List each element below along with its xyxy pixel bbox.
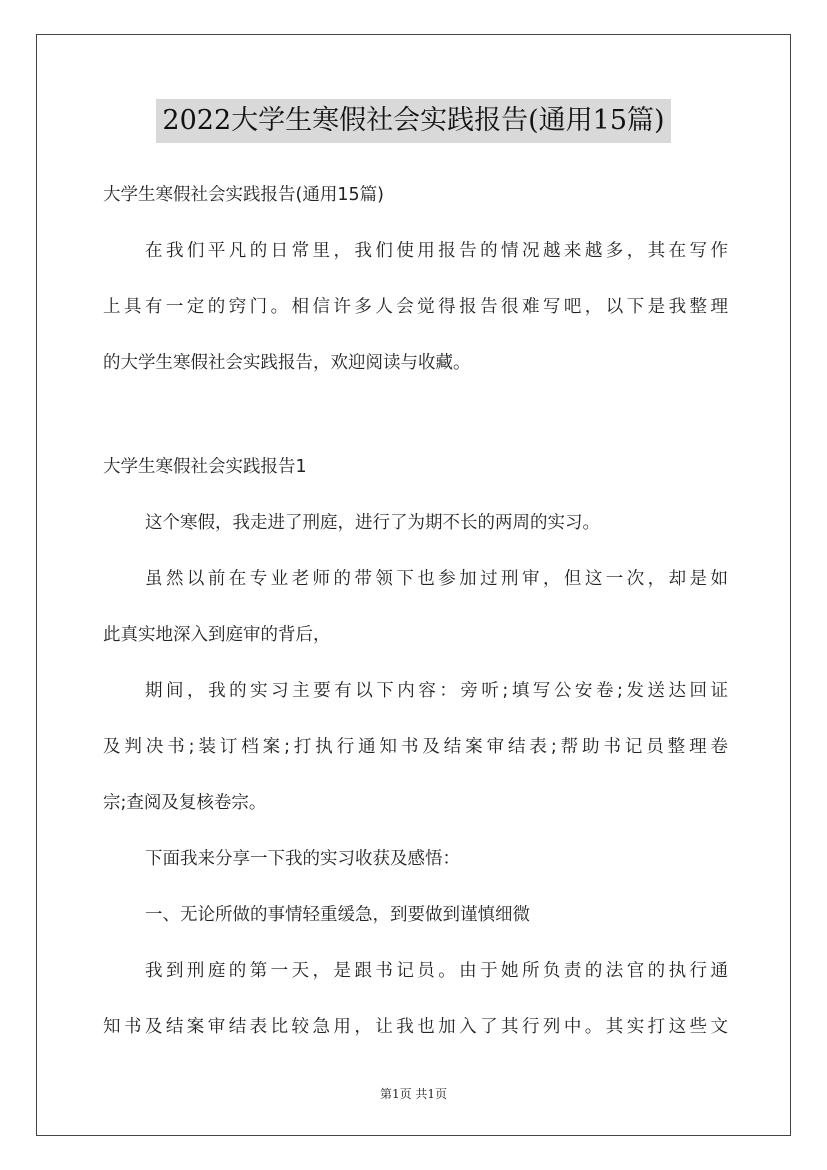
paragraph-line: 此真实地深入到庭审的背后， bbox=[103, 625, 331, 645]
paragraph-line: 一、无论所做的事情轻重缓急，到要做到谨慎细微 bbox=[145, 905, 530, 925]
intro-line: 在我们平凡的日常里，我们使用报告的情况越来越多，其在写作 bbox=[145, 241, 728, 261]
intro-line: 上具有一定的窍门。相信许多人会觉得报告很难写吧，以下是我整理 bbox=[103, 297, 728, 317]
title-container bbox=[37, 99, 790, 143]
document-title: 2022大学生寒假社会实践报告(通用15篇) bbox=[156, 99, 670, 143]
paragraph-line: 我到刑庭的第一天，是跟书记员。由于她所负责的法官的执行通 bbox=[145, 961, 728, 981]
paragraph-line: 宗;查阅及复核卷宗。 bbox=[103, 793, 267, 813]
paragraph-line: 这个寒假，我走进了刑庭，进行了为期不长的两周的实习。 bbox=[145, 513, 600, 533]
paragraph-line: 虽然以前在专业老师的带领下也参加过刑审，但这一次，却是如 bbox=[145, 569, 728, 589]
page-footer: 第1页 共1页 bbox=[379, 1087, 448, 1101]
paragraph-line: 期间，我的实习主要有以下内容：旁听;填写公安卷;发送达回证 bbox=[145, 681, 728, 701]
subtitle: 大学生寒假社会实践报告(通用15篇) bbox=[103, 185, 384, 205]
document-page bbox=[36, 34, 791, 1136]
section-heading: 大学生寒假社会实践报告1 bbox=[103, 457, 307, 477]
intro-line: 的大学生寒假社会实践报告，欢迎阅读与收藏。 bbox=[103, 353, 471, 373]
paragraph-line: 下面我来分享一下我的实习收获及感悟： bbox=[145, 849, 460, 869]
paragraph-line: 知书及结案审结表比较急用，让我也加入了其行列中。其实打这些文 bbox=[103, 1017, 728, 1037]
paragraph-line: 及判决书;装订档案;打执行通知书及结案审结表;帮助书记员整理卷 bbox=[103, 737, 728, 757]
